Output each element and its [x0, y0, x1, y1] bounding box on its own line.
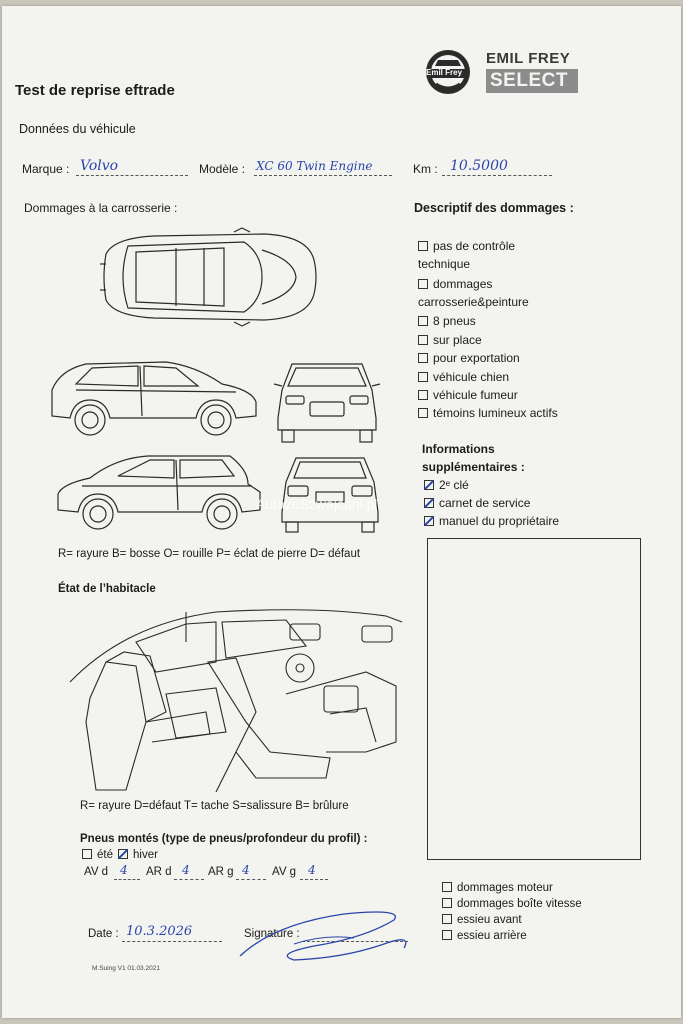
- mechanical-item-0[interactable]: dommages moteur: [442, 882, 553, 894]
- km-value[interactable]: 10.5000: [450, 158, 508, 174]
- modele-label: Modèle :: [199, 162, 246, 176]
- damage-desc-section-label: Descriptif des dommages :: [414, 201, 574, 215]
- damage-item-7-checkbox[interactable]: [418, 408, 428, 418]
- damage-item-6[interactable]: véhicule fumeur: [418, 388, 518, 402]
- damage-item-3-checkbox[interactable]: [418, 335, 428, 345]
- interior-section-label: État de l’habitacle: [58, 583, 156, 595]
- car-rear-view-diagram[interactable]: [278, 450, 382, 534]
- damage-item-1-checkbox[interactable]: [418, 279, 428, 289]
- modele-line: [254, 175, 392, 176]
- signature-label: Signature :: [244, 928, 300, 940]
- damage-item-1-line2: carrosserie&peinture: [418, 295, 529, 309]
- vehicle-section-label: Données du véhicule: [19, 122, 136, 136]
- av-g-label: AV g: [272, 866, 297, 878]
- av-g-line: [300, 879, 328, 880]
- damage-item-5-checkbox[interactable]: [418, 372, 428, 382]
- extra-item-0[interactable]: 2ᵉ clé: [424, 478, 469, 492]
- handwritten-signature[interactable]: [234, 904, 424, 964]
- ar-g-label: AR g: [208, 866, 234, 878]
- car-front-view-diagram[interactable]: [272, 356, 382, 444]
- emil-frey-emblem: [422, 44, 474, 102]
- av-d-line: [114, 879, 140, 880]
- mechanical-item-3[interactable]: essieu arrière: [442, 930, 527, 942]
- page-title: Test de reprise eftrade: [15, 82, 175, 99]
- damage-item-7[interactable]: témoins lumineux actifs: [418, 406, 558, 420]
- mechanical-item-0-checkbox[interactable]: [442, 882, 452, 892]
- form-code: M.Suing V1 01.03.2021: [92, 965, 160, 972]
- interior-legend: R= rayure D=défaut T= tache S=salissure B= brûlure: [80, 800, 349, 812]
- km-line: [442, 175, 552, 176]
- av-d-label: AV d: [84, 866, 109, 878]
- damage-item-0[interactable]: pas de contrôle: [418, 239, 515, 253]
- tyre-hiver-option[interactable]: hiver: [118, 849, 158, 861]
- car-side-view-left-diagram[interactable]: [46, 354, 260, 440]
- ar-g-line: [236, 879, 266, 880]
- marque-value[interactable]: Volvo: [80, 158, 119, 174]
- extra-info-label-1: Informations: [422, 442, 495, 456]
- damage-item-4-checkbox[interactable]: [418, 353, 428, 363]
- damage-item-0-checkbox[interactable]: [418, 241, 428, 251]
- brand-line-1: EMIL FREY: [486, 50, 571, 67]
- extra-item-1[interactable]: carnet de service: [424, 496, 530, 510]
- date-line: [122, 941, 222, 942]
- tyre-ete-checkbox[interactable]: [82, 849, 92, 859]
- car-interior-diagram[interactable]: [66, 602, 406, 796]
- mechanical-item-2[interactable]: essieu avant: [442, 914, 522, 926]
- extra-item-2-checkbox[interactable]: [424, 516, 434, 526]
- extra-info-label-2: supplémentaires :: [422, 460, 525, 474]
- damage-item-6-checkbox[interactable]: [418, 390, 428, 400]
- marque-line: [76, 175, 188, 176]
- mechanical-item-3-checkbox[interactable]: [442, 930, 452, 940]
- damage-item-1[interactable]: dommages: [418, 277, 492, 291]
- ar-d-line: [174, 879, 204, 880]
- tyre-hiver-checkbox[interactable]: [118, 849, 128, 859]
- mechanical-item-1[interactable]: dommages boîte vitesse: [442, 898, 582, 910]
- tyre-ete-option[interactable]: été: [82, 849, 113, 861]
- damage-item-3[interactable]: sur place: [418, 333, 482, 347]
- ar-d-value[interactable]: 4: [182, 863, 190, 877]
- extra-item-0-checkbox[interactable]: [424, 480, 434, 490]
- damage-item-5[interactable]: véhicule chien: [418, 370, 509, 384]
- extra-item-2[interactable]: manuel du propriétaire: [424, 514, 559, 528]
- damage-item-0-line2: technique: [418, 257, 471, 271]
- bodywork-section-label: Dommages à la carrosserie :: [24, 201, 178, 215]
- notes-box[interactable]: [427, 538, 641, 860]
- watermark-text: AutazeSzwajcarii.pl: [256, 496, 378, 512]
- extra-item-1-checkbox[interactable]: [424, 498, 434, 508]
- date-label: Date :: [88, 928, 119, 940]
- brand-line-2: SELECT: [490, 70, 568, 91]
- emil-frey-select-logo: [480, 46, 580, 98]
- av-g-value[interactable]: 4: [308, 863, 316, 877]
- car-top-view-diagram[interactable]: [94, 224, 320, 330]
- km-label: Km :: [413, 162, 438, 176]
- damage-item-4[interactable]: pour exportation: [418, 351, 520, 365]
- ar-g-value[interactable]: 4: [242, 863, 250, 877]
- av-d-value[interactable]: 4: [120, 863, 128, 877]
- damage-item-2[interactable]: 8 pneus: [418, 314, 476, 328]
- tyres-section-label: Pneus montés (type de pneus/profondeur du profil) :: [80, 833, 368, 845]
- ar-d-label: AR d: [146, 866, 172, 878]
- car-side-view-right-diagram[interactable]: [52, 448, 266, 534]
- modele-value[interactable]: XC 60 Twin Engine: [256, 159, 373, 173]
- bodywork-legend: R= rayure B= bosse O= rouille P= éclat de pierre D= défaut: [58, 548, 361, 560]
- date-value[interactable]: 10.3.2026: [126, 924, 193, 939]
- mechanical-item-2-checkbox[interactable]: [442, 914, 452, 924]
- inspection-form-sheet: [2, 6, 681, 1018]
- emblem-text: Emil Frey: [426, 68, 463, 77]
- marque-label: Marque :: [22, 162, 70, 176]
- damage-item-2-checkbox[interactable]: [418, 316, 428, 326]
- mechanical-item-1-checkbox[interactable]: [442, 898, 452, 908]
